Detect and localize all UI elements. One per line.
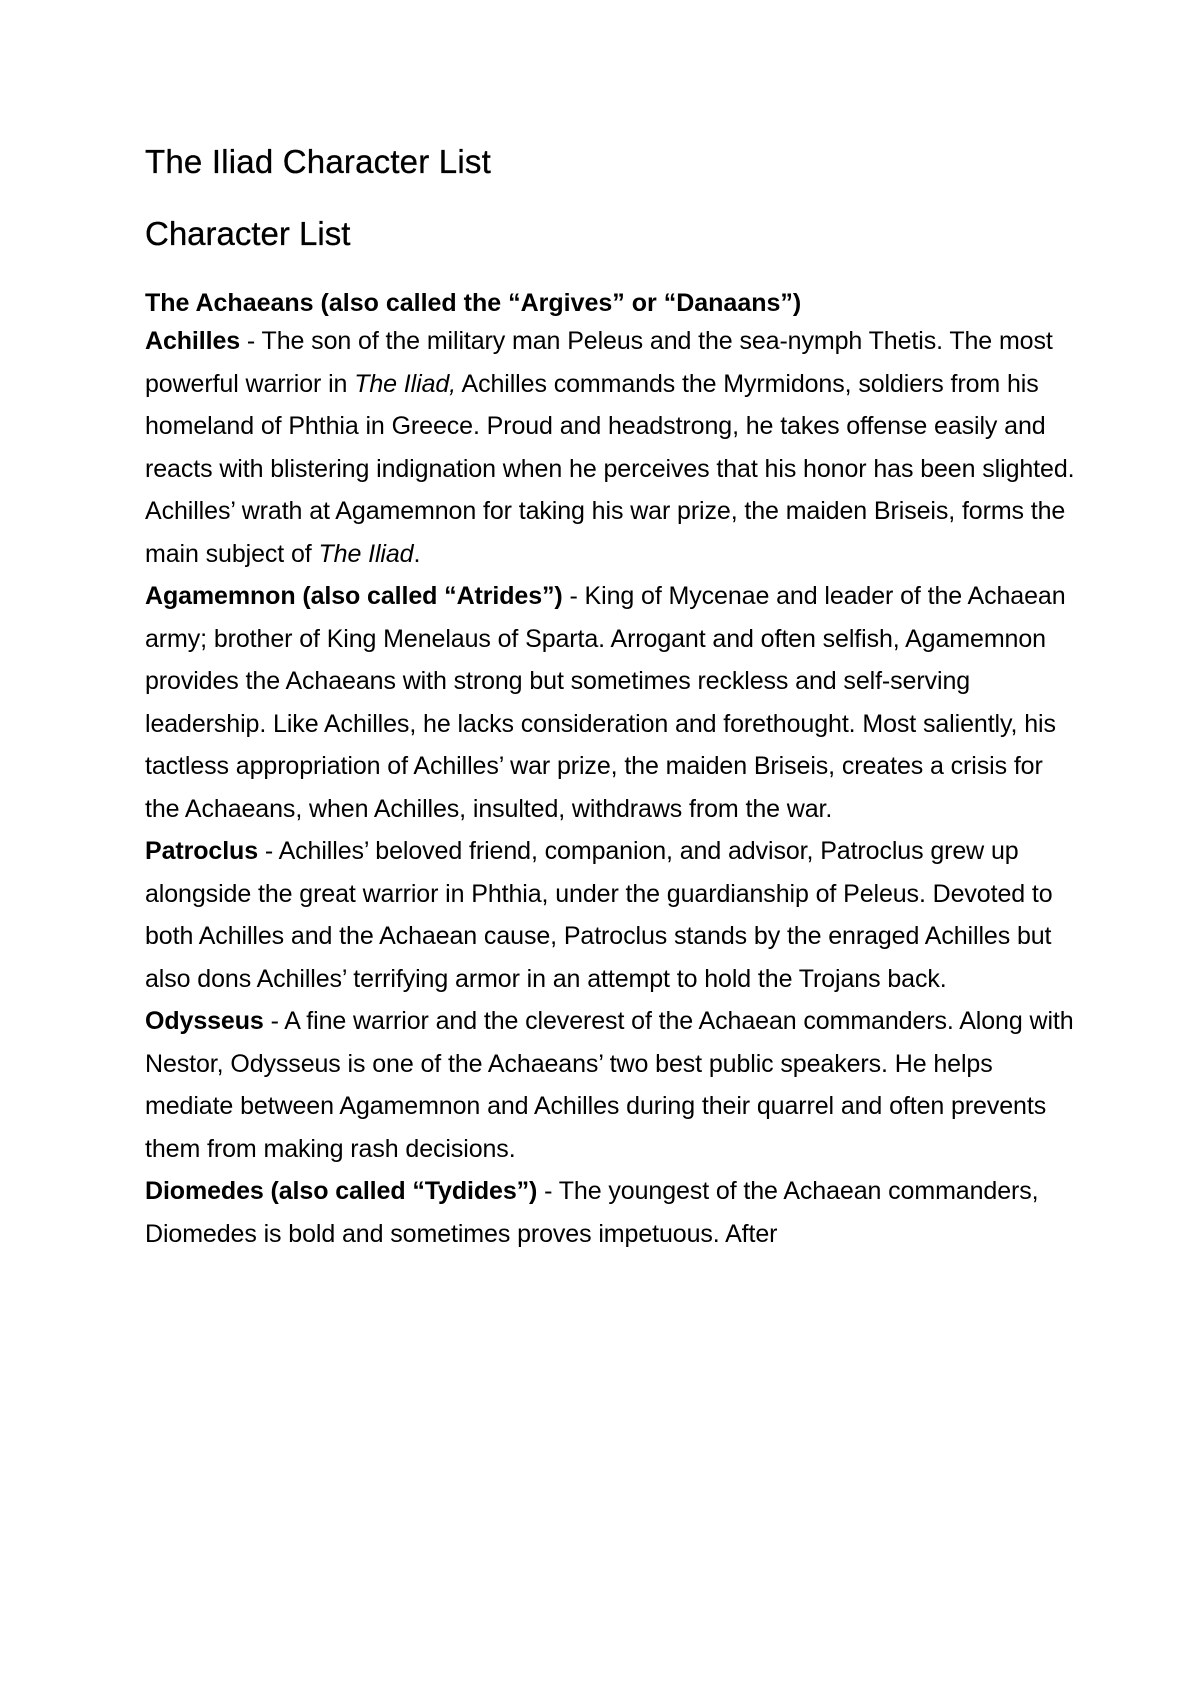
- entry-diomedes: [145, 1170, 1080, 1255]
- entry-separator: -: [258, 837, 279, 865]
- document-body: [145, 140, 1080, 1255]
- section-title: Character List: [145, 215, 351, 252]
- entry-name: Patroclus: [145, 837, 259, 865]
- document-title: The Iliad Character List: [145, 143, 491, 180]
- entry-separator: -: [562, 582, 585, 610]
- entry-text: A fine warrior and the cleverest of the Achaean commanders. Along with Nestor, Odysseus is one of the Achaeans’ two best public speakers. He helps mediate between Agamemnon and Achilles during their quarrel and often prevents them from making rash decisions.: [145, 1007, 1074, 1163]
- entry-name: Achilles: [145, 327, 241, 355]
- entry-name: Odysseus: [145, 1007, 264, 1035]
- entry-separator: -: [537, 1177, 559, 1205]
- entry-name: Diomedes (also called “Tydides”): [145, 1177, 538, 1205]
- entry-achilles: [145, 320, 1080, 575]
- entry-text: The son of the military man Peleus and the sea-nymph Thetis. The most powerful warrior in: [145, 327, 1053, 398]
- entry-odysseus: [145, 1000, 1080, 1170]
- entry-text: Achilles commands the Myrmidons, soldiers from his homeland of Phthia in Greece. Proud and headstrong, he takes offense easily and reacts with blistering indignation when he perceives that his honor has been slighted. Achilles’ wrath at Agamemnon for taking his war prize, the maiden Briseis, forms the main subject of: [145, 369, 1075, 568]
- entry-text: Achilles’ beloved friend, companion, and advisor, Patroclus grew up alongside the great warrior in Phthia, under the guardianship of Peleus. Devoted to both Achilles and the Achaean cause, Patroclus stands by the enraged Achilles but also dons Achilles’ terrifying armor in an attempt to hold the Trojans back.: [145, 837, 1053, 993]
- entry-name: Agamemnon (also called “Atrides”): [145, 582, 563, 610]
- entry-text: King of Mycenae and leader of the Achaean army; brother of King Menelaus of Sparta. Arrogant and often selfish, Agamemnon provides the Achaeans with strong but sometimes reckless and self-serving leadership. Like Achilles, he lacks consideration and forethought. Most saliently, his tactless appropriation of Achilles’ war prize, the maiden Briseis, creates a crisis for the Achaeans, when Achilles, insulted, withdraws from the war.: [145, 582, 1066, 823]
- entry-agamemnon: [145, 575, 1080, 830]
- group-title: The Achaeans (also called the “Argives” or “Danaans”): [145, 289, 802, 317]
- entry-text: The youngest of the Achaean commanders, Diomedes is bold and sometimes proves impetuous. After: [145, 1177, 1039, 1248]
- italic-title: The Iliad,: [354, 369, 457, 398]
- italic-title: The Iliad: [318, 539, 414, 568]
- entry-separator: -: [263, 1007, 285, 1035]
- entry-separator: -: [240, 327, 262, 355]
- entry-text: .: [413, 539, 421, 568]
- entry-patroclus: [145, 830, 1080, 1000]
